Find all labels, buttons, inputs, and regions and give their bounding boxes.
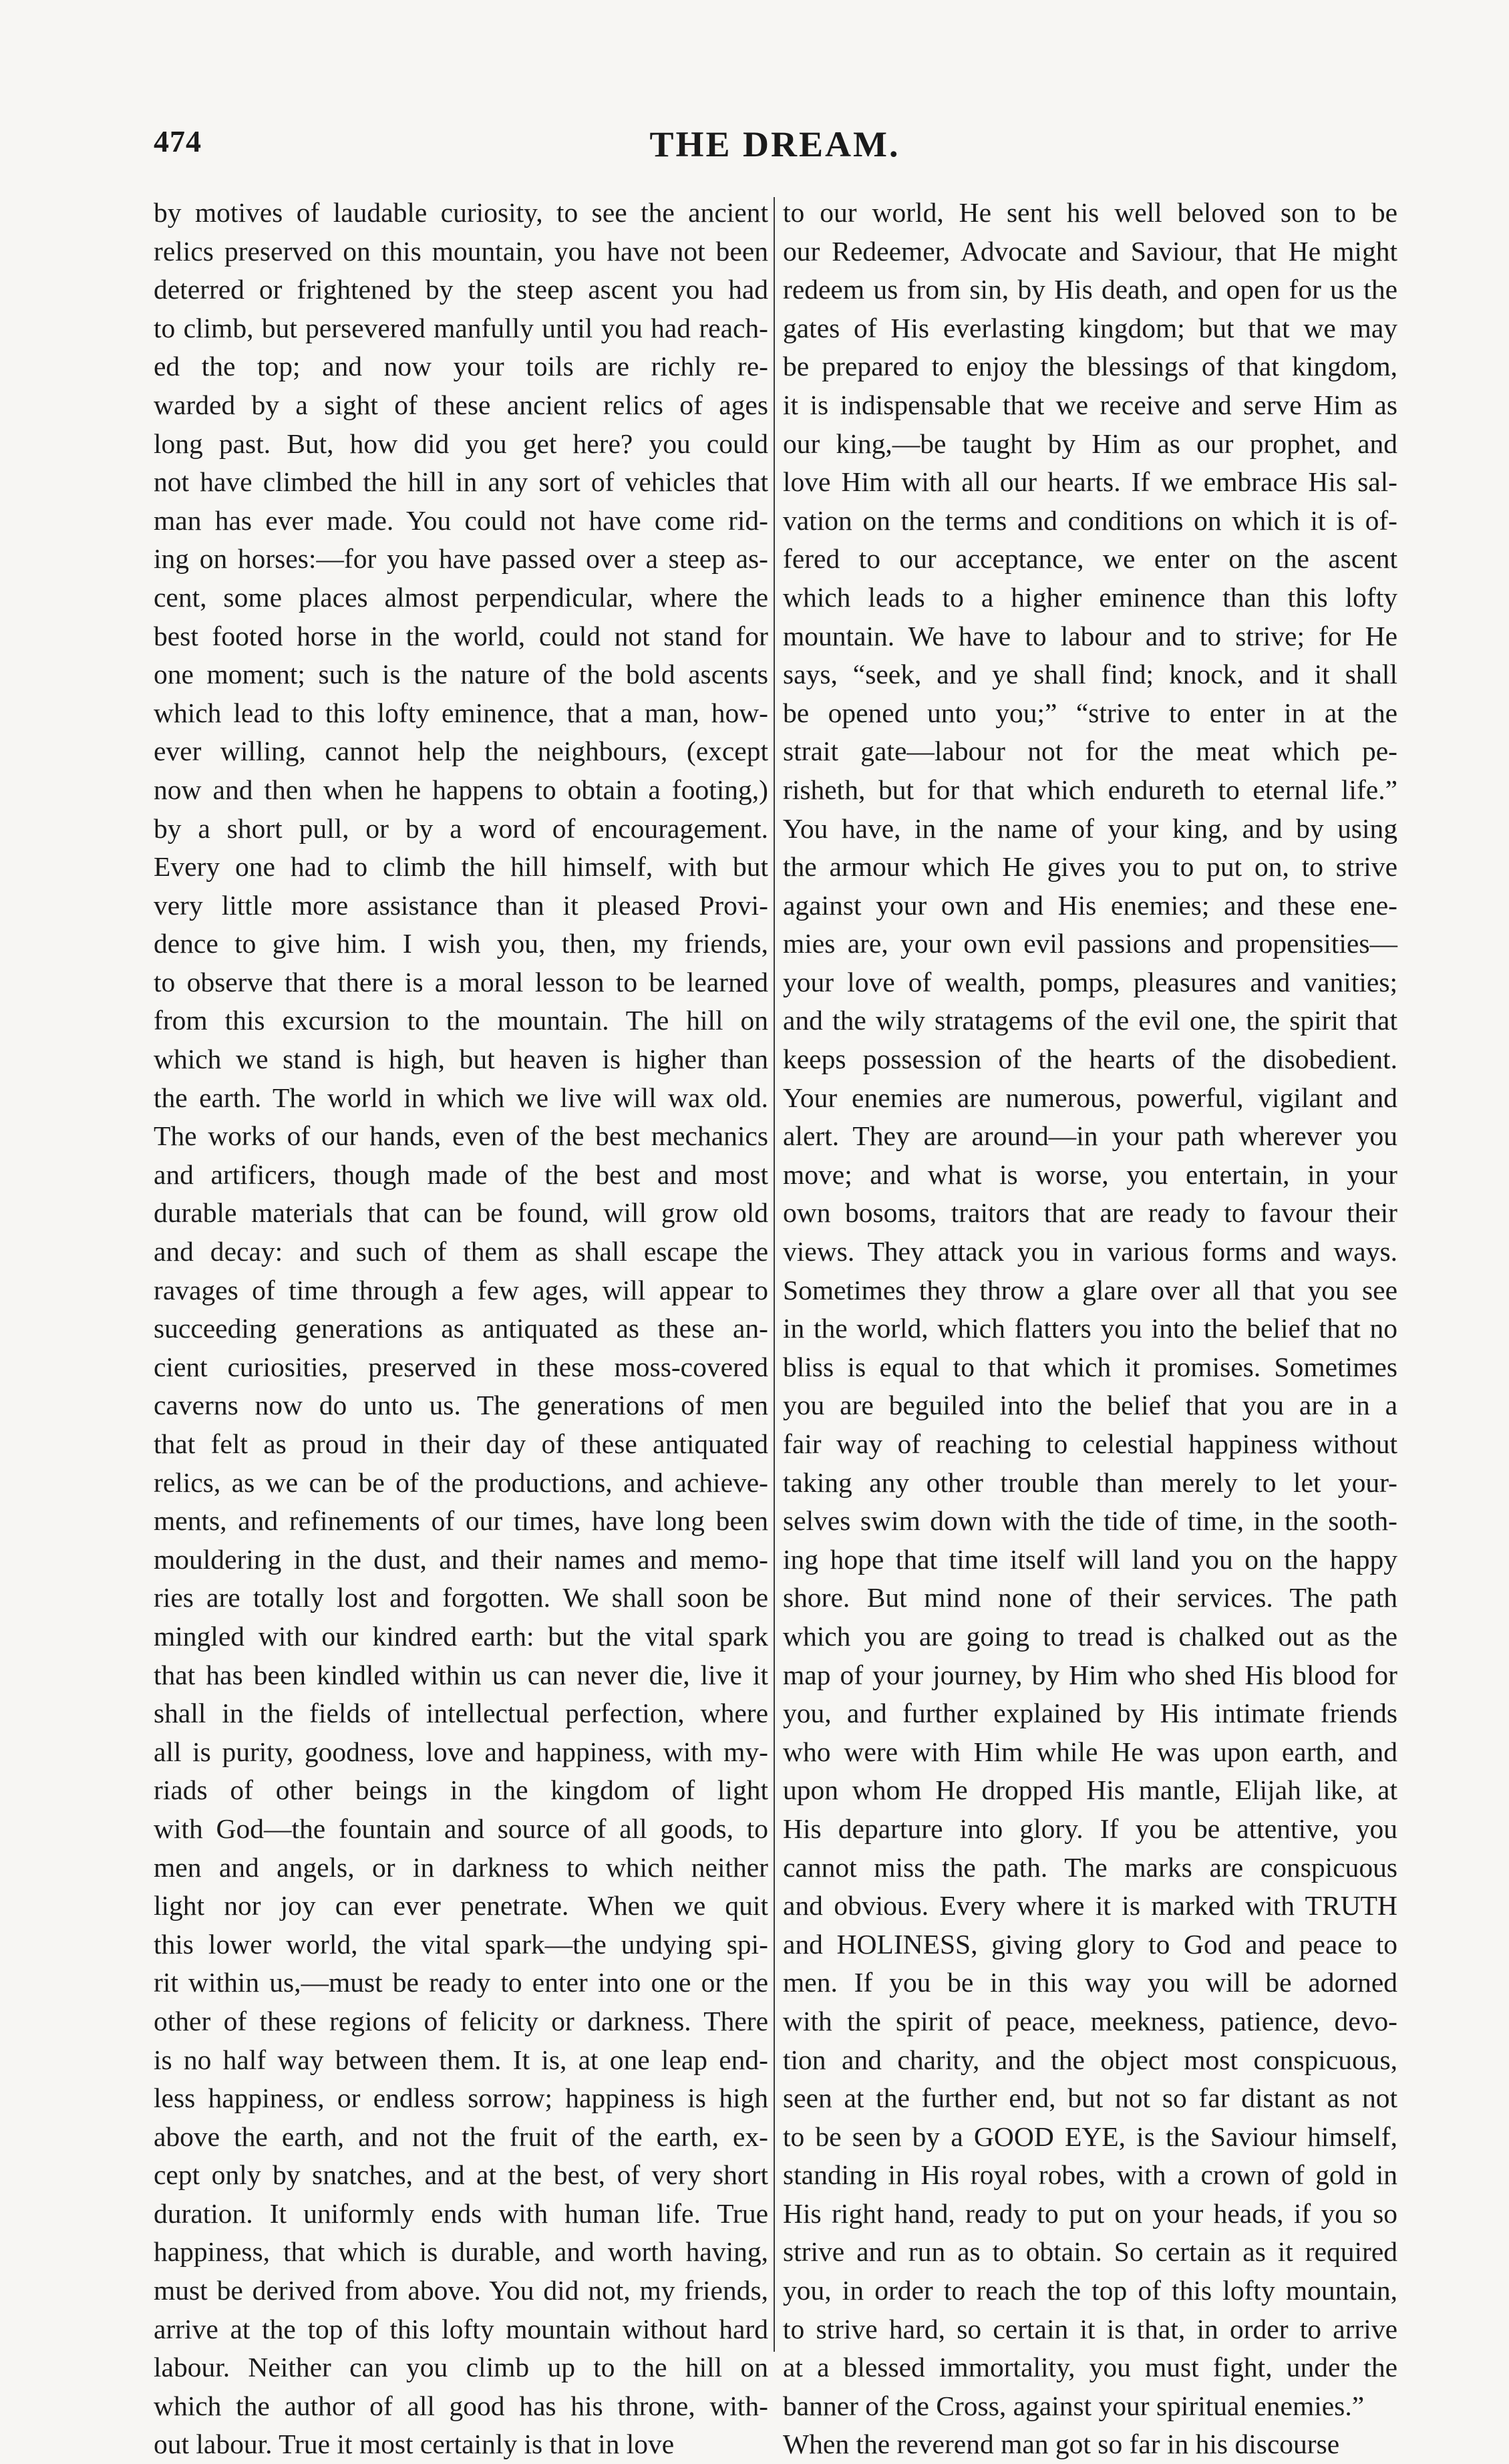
text-line: with the spirit of peace, meekness, patience, devo- <box>783 2005 1397 2036</box>
text-line: durable materials that can be found, will grow old <box>154 1197 768 1229</box>
text-line: long past. But, how did you get here? you could <box>154 428 768 459</box>
right-text-column <box>783 194 1397 2460</box>
text-line: tion and charity, and the object most conspicuous, <box>783 2044 1397 2075</box>
text-line: to climb, but persevered manfully until you had reach- <box>154 312 768 343</box>
text-line: other of these regions of felicity or darkness. There <box>154 2005 768 2036</box>
text-line: Sometimes they throw a glare over all that you see <box>783 1274 1397 1305</box>
text-line: and the wily stratagems of the evil one, the spirit that <box>783 1005 1397 1036</box>
text-line: fair way of reaching to celestial happiness without <box>783 1428 1397 1459</box>
text-line: selves swim down with the tide of time, in the sooth- <box>783 1505 1397 1537</box>
text-line: this lower world, the vital spark—the undying spi- <box>154 1928 768 1960</box>
text-line: standing in His royal robes, with a crown of gold in <box>783 2159 1397 2191</box>
text-line: taking any other trouble than merely to let your- <box>783 1467 1397 1498</box>
text-line: your love of wealth, pomps, pleasures and vanities; <box>783 966 1397 997</box>
page-header <box>154 124 1396 170</box>
text-line: When the reverend man got so far in his discourse <box>783 2429 1340 2460</box>
text-line: cient curiosities, preserved in these moss-covered <box>154 1351 768 1382</box>
text-line: mouldering in the dust, and their names and memo- <box>154 1543 768 1575</box>
text-line: out labour. True it most certainly is that in love <box>154 2429 675 2460</box>
text-line: map of your journey, by Him who shed His blood for <box>783 1659 1397 1690</box>
text-line: you, in order to reach the top of this lofty mountain, <box>783 2275 1397 2306</box>
text-line: above the earth, and not the fruit of the earth, ex- <box>154 2121 768 2152</box>
text-line: by motives of laudable curiosity, to see the ancient <box>154 197 768 228</box>
text-line: The works of our hands, even of the best mechanics <box>154 1120 768 1152</box>
text-line: fered to our acceptance, we enter on the ascent <box>783 543 1397 575</box>
text-line: against your own and His enemies; and these ene- <box>783 889 1397 921</box>
text-line: mies are, your own evil passions and propensities— <box>783 928 1397 959</box>
text-line: at a blessed immortality, you must fight, under the <box>783 2352 1397 2383</box>
text-line: dence to give him. I wish you, then, my friends, <box>154 928 768 959</box>
text-line: you, and further explained by His intimate friends <box>783 1698 1397 1729</box>
text-line: own bosoms, traitors that are ready to favour their <box>783 1197 1397 1229</box>
text-line: which we stand is high, but heaven is higher than <box>154 1044 768 1075</box>
text-line: cent, some places almost perpendicular, where the <box>154 581 768 613</box>
text-line: views. They attack you in various forms and ways. <box>783 1236 1397 1267</box>
text-line: our king,—be taught by Him as our prophet, and <box>783 428 1397 459</box>
text-line: ravages of time through a few ages, will appear to <box>154 1274 768 1305</box>
text-line: succeeding generations as antiquated as these an- <box>154 1313 768 1344</box>
column-divider <box>774 197 775 2352</box>
text-line: not have climbed the hill in any sort of vehicles that <box>154 466 768 498</box>
text-line: it is indispensable that we receive and serve Him as <box>783 389 1397 420</box>
text-line: ing on horses:—for you have passed over a steep as- <box>154 543 768 575</box>
text-line: seen at the further end, but not so far distant as not <box>783 2083 1397 2114</box>
text-line: with God—the fountain and source of all goods, to <box>154 1813 768 1844</box>
text-line: gates of His everlasting kingdom; but that we may <box>783 312 1397 343</box>
text-line: to observe that there is a moral lesson to be learned <box>154 966 768 997</box>
text-line: redeem us from sin, by His death, and open for us the <box>783 274 1397 305</box>
text-line: caverns now do unto us. The generations of men <box>154 1390 768 1421</box>
text-line: banner of the Cross, against your spiritual enemies.” <box>783 2390 1365 2421</box>
text-line: ing hope that time itself will land you on the happy <box>783 1543 1397 1575</box>
text-line: ries are totally lost and forgotten. We shall soon be <box>154 1582 768 1613</box>
text-line: the armour which He gives you to put on, to strive <box>783 851 1397 883</box>
text-line: deterred or frightened by the steep ascent you had <box>154 274 768 305</box>
text-line: that felt as proud in their day of these antiquated <box>154 1428 768 1459</box>
text-line: Every one had to climb the hill himself, with but <box>154 851 768 883</box>
text-line: love Him with all our hearts. If we embrace His sal- <box>783 466 1397 498</box>
running-title: THE DREAM. <box>649 124 900 164</box>
text-line: that has been kindled within us can never die, live it <box>154 1659 768 1690</box>
text-line: and obvious. Every where it is marked with TRUTH <box>783 1890 1397 1921</box>
text-line: which leads to a higher eminence than this lofty <box>783 581 1397 613</box>
left-text-column <box>154 194 768 2460</box>
text-line: to be seen by a GOOD EYE, is the Saviour himself, <box>783 2121 1397 2152</box>
text-line: mingled with our kindred earth: but the vital spark <box>154 1620 768 1652</box>
text-line: and HOLINESS, giving glory to God and peace to <box>783 1928 1397 1960</box>
text-line: the earth. The world in which we live will wax old. <box>154 1082 768 1113</box>
text-line: says, “seek, and ye shall find; knock, and it shall <box>783 659 1397 690</box>
text-line: alert. They are around—in your path wherever you <box>783 1120 1397 1152</box>
text-line: ments, and refinements of our times, have long been <box>154 1505 768 1537</box>
text-line: happiness, that which is durable, and worth having, <box>154 2236 768 2268</box>
text-line: who were with Him while He was upon earth, and <box>783 1736 1397 1767</box>
text-line: be prepared to enjoy the blessings of that kingdom, <box>783 351 1397 382</box>
text-line: bliss is equal to that which it promises. Sometimes <box>783 1351 1397 1382</box>
text-line: shall in the fields of intellectual perfection, where <box>154 1698 768 1729</box>
text-line: light nor joy can ever penetrate. When we quit <box>154 1890 768 1921</box>
text-line: best footed horse in the world, could not stand for <box>154 620 768 651</box>
text-line: man has ever made. You could not have come rid- <box>154 504 768 536</box>
text-line: relics, as we can be of the productions, and achieve- <box>154 1467 768 1498</box>
text-line: very little more assistance than it pleased Provi- <box>154 889 768 921</box>
text-line: must be derived from above. You did not, my friends, <box>154 2275 768 2306</box>
text-line: our Redeemer, Advocate and Saviour, that He might <box>783 235 1397 267</box>
text-line: ed the top; and now your toils are richly re- <box>154 351 768 382</box>
text-line: from this excursion to the mountain. The hill on <box>154 1005 768 1036</box>
text-line: which the author of all good has his throne, with- <box>154 2390 768 2421</box>
page-number: 474 <box>154 124 202 158</box>
text-line: mountain. We have to labour and to strive; for He <box>783 620 1397 651</box>
text-line: ever willing, cannot help the neighbours, (except <box>154 736 768 767</box>
text-line: His right hand, ready to put on your heads, if you so <box>783 2197 1397 2229</box>
text-line: which lead to this lofty eminence, that a man, how- <box>154 697 768 728</box>
text-line: all is purity, goodness, love and happiness, with my- <box>154 1736 768 1767</box>
text-line: strait gate—labour not for the meat which pe- <box>783 736 1397 767</box>
text-line: labour. Neither can you climb up to the hill on <box>154 2352 768 2383</box>
text-line: riads of other beings in the kingdom of light <box>154 1775 768 1806</box>
text-line: duration. It uniformly ends with human life. True <box>154 2197 768 2229</box>
text-line: His departure into glory. If you be attentive, you <box>783 1813 1397 1844</box>
text-line: which you are going to tread is chalked out as the <box>783 1620 1397 1652</box>
text-line: Your enemies are numerous, powerful, vigilant and <box>783 1082 1397 1113</box>
text-line: is no half way between them. It is, at one leap end- <box>154 2044 768 2075</box>
text-line: warded by a sight of these ancient relics of ages <box>154 389 768 420</box>
text-line: arrive at the top of this lofty mountain without hard <box>154 2313 768 2344</box>
text-line: relics preserved on this mountain, you have not been <box>154 235 768 267</box>
text-line: move; and what is worse, you entertain, in your <box>783 1159 1397 1190</box>
text-line: by a short pull, or by a word of encouragement. <box>154 812 768 844</box>
text-line: upon whom He dropped His mantle, Elijah like, at <box>783 1775 1397 1806</box>
text-line: be opened unto you;” “strive to enter in at the <box>783 697 1397 728</box>
text-line: cannot miss the path. The marks are conspicuous <box>783 1851 1397 1883</box>
text-line: vation on the terms and conditions on which it is of- <box>783 504 1397 536</box>
text-line: men and angels, or in darkness to which neither <box>154 1851 768 1883</box>
text-line: You have, in the name of your king, and by using <box>783 812 1397 844</box>
text-line: one moment; such is the nature of the bold ascents <box>154 659 768 690</box>
text-line: in the world, which flatters you into the belief that no <box>783 1313 1397 1344</box>
text-line: strive and run as to obtain. So certain as it required <box>783 2236 1397 2268</box>
text-line: men. If you be in this way you will be adorned <box>783 1967 1397 1998</box>
text-line: less happiness, or endless sorrow; happiness is high <box>154 2083 768 2114</box>
text-line: you are beguiled into the belief that you are in a <box>783 1390 1397 1421</box>
text-line: and decay: and such of them as shall escape the <box>154 1236 768 1267</box>
text-line: rit within us,—must be ready to enter into one or the <box>154 1967 768 1998</box>
text-line: to strive hard, so certain it is that, in order to arrive <box>783 2313 1397 2344</box>
text-line: shore. But mind none of their services. The path <box>783 1582 1397 1613</box>
text-line: to our world, He sent his well beloved son to be <box>783 197 1397 228</box>
text-line: risheth, but for that which endureth to eternal life.” <box>783 774 1397 805</box>
text-line: now and then when he happens to obtain a footing,) <box>154 774 768 805</box>
text-line: keeps possession of the hearts of the disobedient. <box>783 1044 1397 1075</box>
text-line: and artificers, though made of the best and most <box>154 1159 768 1190</box>
text-line: cept only by snatches, and at the best, of very short <box>154 2159 768 2191</box>
